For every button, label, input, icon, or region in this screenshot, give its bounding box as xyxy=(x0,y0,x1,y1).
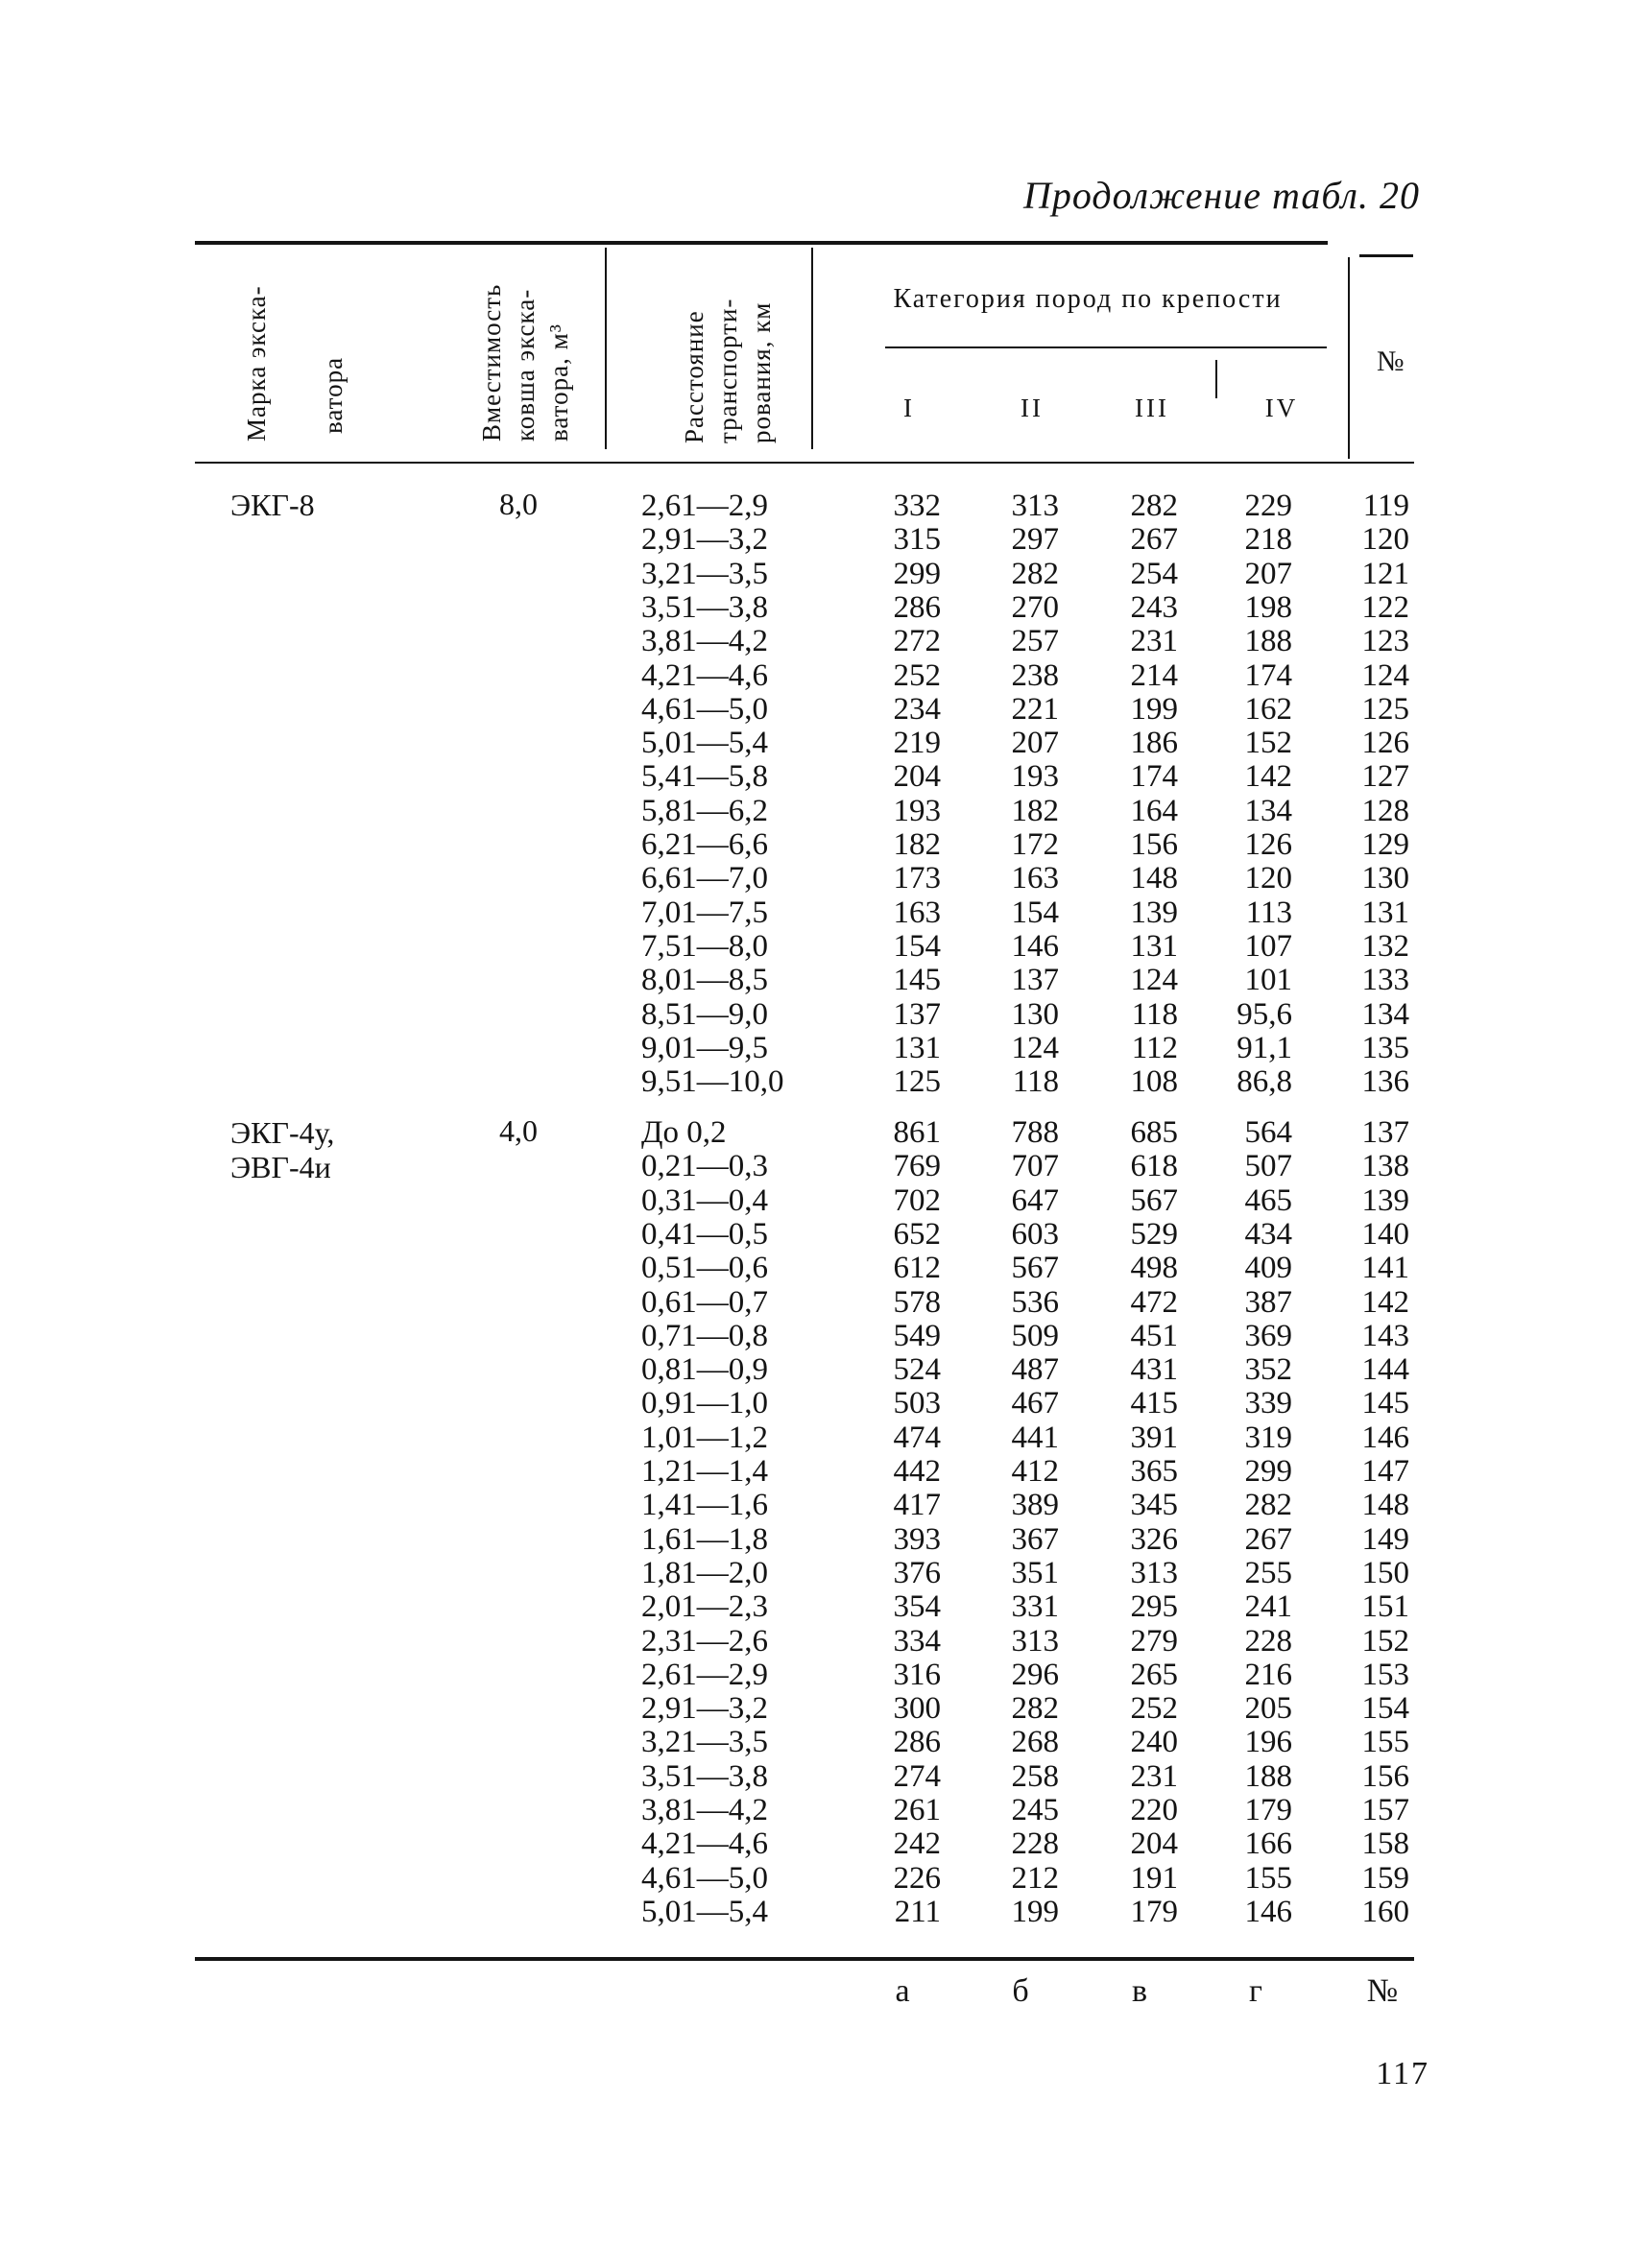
cell-number: 135 xyxy=(1361,1030,1409,1065)
cell-cat-iii: 112 xyxy=(1131,1030,1178,1065)
cell-cat-iii: 179 xyxy=(1130,1894,1178,1929)
cell-cat-i: 252 xyxy=(893,657,941,693)
cell-cat-i: 612 xyxy=(893,1251,941,1286)
cell-number: 160 xyxy=(1361,1894,1409,1929)
cell-cat-iv: 319 xyxy=(1244,1420,1292,1455)
cell-cat-ii: 163 xyxy=(1011,861,1059,896)
cell-cat-i: 332 xyxy=(893,489,941,523)
cell-cat-iv: 166 xyxy=(1244,1826,1292,1862)
cell-cat-i: 286 xyxy=(893,589,941,625)
cell-distance: 3,51—3,8 xyxy=(641,589,768,625)
cell-cat-iii: 451 xyxy=(1130,1318,1178,1353)
cell-cat-iii: 415 xyxy=(1130,1386,1178,1421)
cell-number: 147 xyxy=(1361,1454,1409,1489)
header-bottom-rule xyxy=(195,462,1414,464)
cell-distance: 1,81—2,0 xyxy=(641,1555,768,1590)
cell-cat-iv: 205 xyxy=(1244,1691,1292,1727)
cell-cat-iv: 352 xyxy=(1244,1352,1292,1388)
cell-cat-iii: 118 xyxy=(1131,996,1178,1032)
category-iii: III xyxy=(1135,394,1169,422)
cell-cat-iii: 313 xyxy=(1130,1555,1178,1590)
cell-number: 154 xyxy=(1361,1691,1409,1727)
cell-distance: 7,01—7,5 xyxy=(641,895,768,930)
table-top-rule xyxy=(195,241,1328,245)
cell-cat-ii: 221 xyxy=(1011,691,1059,727)
cell-cat-iv: 229 xyxy=(1244,489,1292,523)
cell-cat-ii: 199 xyxy=(1011,1894,1059,1929)
cell-distance: 0,91—1,0 xyxy=(641,1386,768,1421)
cell-cat-iii: 214 xyxy=(1130,657,1178,693)
cell-cat-i: 442 xyxy=(893,1454,941,1489)
cell-cat-ii: 647 xyxy=(1011,1182,1059,1218)
cell-cat-i: 242 xyxy=(893,1826,941,1862)
cell-number: 123 xyxy=(1361,624,1409,659)
cell-number: 125 xyxy=(1361,691,1409,727)
cell-number: 141 xyxy=(1361,1251,1409,1286)
cell-number: 156 xyxy=(1361,1758,1409,1794)
group-1-brand xyxy=(230,488,315,522)
cell-cat-iv: 162 xyxy=(1244,691,1292,727)
cell-cat-iii: 148 xyxy=(1130,861,1178,896)
cell-cat-i: 524 xyxy=(893,1352,941,1388)
cell-cat-iv: 564 xyxy=(1244,1115,1292,1150)
header-capacity-line-3: ватора, м³ xyxy=(544,323,573,442)
cell-cat-iv: 299 xyxy=(1244,1454,1292,1489)
category-divider-iv xyxy=(1215,360,1217,398)
cell-cat-i: 131 xyxy=(893,1030,941,1065)
cell-cat-iv: 86,8 xyxy=(1237,1064,1292,1100)
cell-distance: 1,21—1,4 xyxy=(641,1454,768,1489)
cell-cat-ii: 118 xyxy=(1012,1064,1059,1100)
cell-distance: 1,41—1,6 xyxy=(641,1488,768,1523)
cell-cat-ii: 130 xyxy=(1011,996,1059,1032)
cell-cat-iv: 101 xyxy=(1244,963,1292,998)
cell-cat-iv: 120 xyxy=(1244,861,1292,896)
cell-cat-iv: 207 xyxy=(1244,556,1292,591)
cell-number: 119 xyxy=(1362,489,1409,523)
cell-distance: 5,81—6,2 xyxy=(641,793,768,828)
cell-number: 133 xyxy=(1361,963,1409,998)
cell-cat-iv: 155 xyxy=(1244,1860,1292,1896)
cell-cat-ii: 212 xyxy=(1011,1860,1059,1896)
cell-number: 137 xyxy=(1361,1115,1409,1150)
cell-cat-i: 274 xyxy=(893,1758,941,1794)
cell-distance: До 0,2 xyxy=(641,1115,727,1150)
group-1-capacity: 8,0 xyxy=(499,487,538,521)
cell-cat-i: 219 xyxy=(893,726,941,761)
cell-cat-iv: 152 xyxy=(1244,726,1292,761)
cell-distance: 8,51—9,0 xyxy=(641,996,768,1032)
cell-cat-iii: 164 xyxy=(1130,793,1178,828)
cell-cat-i: 769 xyxy=(893,1149,941,1184)
cell-cat-iv: 228 xyxy=(1244,1623,1292,1659)
cell-cat-iv: 282 xyxy=(1244,1488,1292,1523)
cell-number: 140 xyxy=(1361,1216,1409,1252)
cell-number: 158 xyxy=(1361,1826,1409,1862)
cell-cat-ii: 788 xyxy=(1011,1115,1059,1150)
cell-cat-ii: 146 xyxy=(1011,928,1059,964)
cell-cat-iv: 198 xyxy=(1244,589,1292,625)
cell-cat-ii: 257 xyxy=(1011,624,1059,659)
category-iv: IV xyxy=(1264,394,1299,422)
cell-distance: 4,21—4,6 xyxy=(641,657,768,693)
cell-number: 153 xyxy=(1361,1657,1409,1692)
cell-cat-i: 393 xyxy=(893,1521,941,1557)
cell-distance: 5,01—5,4 xyxy=(641,1894,768,1929)
cell-number: 145 xyxy=(1361,1386,1409,1421)
cell-distance: 0,21—0,3 xyxy=(641,1149,768,1184)
cell-cat-iii: 124 xyxy=(1130,963,1178,998)
cell-cat-iv: 216 xyxy=(1244,1657,1292,1692)
cell-cat-iv: 507 xyxy=(1244,1149,1292,1184)
table-top-rule-right xyxy=(1359,254,1413,257)
cell-cat-i: 300 xyxy=(893,1691,941,1727)
cell-cat-ii: 296 xyxy=(1011,1657,1059,1692)
cell-cat-ii: 193 xyxy=(1011,759,1059,795)
cell-cat-i: 376 xyxy=(893,1555,941,1590)
cell-distance: 1,01—1,2 xyxy=(641,1420,768,1455)
cell-cat-i: 652 xyxy=(893,1216,941,1252)
cell-number: 122 xyxy=(1361,589,1409,625)
header-distance-line-3: рования, км xyxy=(747,301,776,443)
cell-cat-iv: 465 xyxy=(1244,1182,1292,1218)
cell-cat-i: 578 xyxy=(893,1284,941,1320)
cell-cat-iii: 220 xyxy=(1130,1793,1178,1827)
cell-cat-ii: 228 xyxy=(1011,1826,1059,1862)
cell-cat-ii: 137 xyxy=(1011,963,1059,998)
cell-cat-iii: 131 xyxy=(1130,928,1178,964)
cell-cat-ii: 412 xyxy=(1011,1454,1059,1489)
cell-cat-iii: 295 xyxy=(1130,1589,1178,1625)
cell-cat-iii: 326 xyxy=(1130,1521,1178,1557)
cell-number: 146 xyxy=(1361,1420,1409,1455)
cell-cat-iii: 204 xyxy=(1130,1826,1178,1862)
cell-cat-iii: 108 xyxy=(1130,1064,1178,1100)
cell-cat-iv: 241 xyxy=(1244,1589,1292,1625)
cell-cat-i: 861 xyxy=(893,1115,941,1150)
cell-cat-iii: 199 xyxy=(1130,691,1178,727)
cell-cat-iv: 434 xyxy=(1244,1216,1292,1252)
cell-cat-ii: 536 xyxy=(1011,1284,1059,1320)
cell-cat-ii: 268 xyxy=(1011,1725,1059,1760)
cell-cat-ii: 154 xyxy=(1011,895,1059,930)
cell-cat-iii: 472 xyxy=(1130,1284,1178,1320)
cell-cat-ii: 238 xyxy=(1011,657,1059,693)
header-capacity-line-1: Вместимость xyxy=(477,283,506,442)
cell-cat-iii: 529 xyxy=(1130,1216,1178,1252)
cell-cat-iii: 252 xyxy=(1130,1691,1178,1727)
cell-distance: 0,61—0,7 xyxy=(641,1284,768,1320)
cell-distance: 3,81—4,2 xyxy=(641,1793,768,1827)
cell-cat-ii: 567 xyxy=(1011,1251,1059,1286)
cell-distance: 3,21—3,5 xyxy=(641,556,768,591)
group-2-brand-line-1: ЭКГ-4у, xyxy=(230,1115,335,1150)
cell-cat-iv: 134 xyxy=(1244,793,1292,828)
cell-distance: 0,41—0,5 xyxy=(641,1216,768,1252)
cell-distance: 5,41—5,8 xyxy=(641,759,768,795)
cell-cat-i: 474 xyxy=(893,1420,941,1455)
cell-cat-iii: 156 xyxy=(1130,827,1178,862)
cell-distance: 4,21—4,6 xyxy=(641,1826,768,1862)
cell-cat-iv: 126 xyxy=(1244,827,1292,862)
cell-cat-ii: 509 xyxy=(1011,1318,1059,1353)
cell-distance: 2,31—2,6 xyxy=(641,1623,768,1659)
cell-distance: 3,81—4,2 xyxy=(641,624,768,659)
cell-cat-i: 204 xyxy=(893,759,941,795)
cell-cat-ii: 389 xyxy=(1011,1488,1059,1523)
cell-cat-iii: 267 xyxy=(1130,522,1178,558)
cell-cat-ii: 467 xyxy=(1011,1386,1059,1421)
header-distance-line-1: Расстояние xyxy=(680,310,708,443)
cell-cat-ii: 313 xyxy=(1011,489,1059,523)
cell-number: 126 xyxy=(1361,726,1409,761)
cell-distance: 0,81—0,9 xyxy=(641,1352,768,1388)
cell-number: 152 xyxy=(1361,1623,1409,1659)
cell-cat-i: 316 xyxy=(893,1657,941,1692)
cell-cat-iii: 618 xyxy=(1130,1149,1178,1184)
cell-cat-iv: 387 xyxy=(1244,1284,1292,1320)
category-title: Категория пород по крепости xyxy=(893,284,1283,314)
cell-cat-ii: 207 xyxy=(1011,726,1059,761)
header-capacity-line-2: ковша экска- xyxy=(511,288,540,442)
header-brand-line-1: Марка экска- xyxy=(242,285,271,442)
cell-number: 134 xyxy=(1361,996,1409,1032)
cell-number: 151 xyxy=(1361,1589,1409,1625)
cell-distance: 1,61—1,8 xyxy=(641,1521,768,1557)
cell-cat-i: 145 xyxy=(893,963,941,998)
cell-cat-iii: 345 xyxy=(1130,1488,1178,1523)
cell-cat-iii: 567 xyxy=(1130,1182,1178,1218)
cell-cat-ii: 441 xyxy=(1011,1420,1059,1455)
cell-cat-i: 503 xyxy=(893,1386,941,1421)
cell-cat-i: 272 xyxy=(893,624,941,659)
cell-number: 142 xyxy=(1361,1284,1409,1320)
cell-cat-iii: 279 xyxy=(1130,1623,1178,1659)
cell-cat-i: 299 xyxy=(893,556,941,591)
cell-cat-i: 417 xyxy=(893,1488,941,1523)
group-1-brand-line: ЭКГ-8 xyxy=(230,488,315,522)
cell-cat-ii: 258 xyxy=(1011,1758,1059,1794)
cell-cat-iv: 91,1 xyxy=(1237,1030,1292,1065)
cell-cat-i: 234 xyxy=(893,691,941,727)
cell-number: 150 xyxy=(1361,1555,1409,1590)
cell-number: 149 xyxy=(1361,1521,1409,1557)
cell-cat-iv: 267 xyxy=(1244,1521,1292,1557)
cell-distance: 2,61—2,9 xyxy=(641,1657,768,1692)
cell-cat-i: 182 xyxy=(893,827,941,862)
group-2-brand xyxy=(230,1115,334,1184)
cell-number: 139 xyxy=(1361,1182,1409,1218)
cell-distance: 0,31—0,4 xyxy=(641,1182,768,1218)
cell-number: 159 xyxy=(1361,1860,1409,1896)
header-divider-1 xyxy=(605,248,607,449)
cell-number: 143 xyxy=(1361,1318,1409,1353)
footer-label-no: № xyxy=(1366,1973,1399,2009)
cell-cat-iii: 174 xyxy=(1130,759,1178,795)
header-divider-2 xyxy=(811,248,813,449)
cell-number: 138 xyxy=(1361,1149,1409,1184)
cell-cat-iii: 685 xyxy=(1130,1115,1178,1150)
cell-cat-iii: 186 xyxy=(1130,726,1178,761)
cell-distance: 2,01—2,3 xyxy=(641,1589,768,1625)
category-divider xyxy=(885,346,1327,348)
footer-label-v: в xyxy=(1131,1973,1148,2009)
cell-cat-i: 226 xyxy=(893,1860,941,1896)
cell-distance: 5,01—5,4 xyxy=(641,726,768,761)
cell-cat-ii: 124 xyxy=(1011,1030,1059,1065)
cell-cat-ii: 707 xyxy=(1011,1149,1059,1184)
cell-number: 148 xyxy=(1361,1488,1409,1523)
cell-distance: 0,51—0,6 xyxy=(641,1251,768,1286)
cell-distance: 3,51—3,8 xyxy=(641,1758,768,1794)
cell-cat-i: 137 xyxy=(893,996,941,1032)
cell-cat-i: 173 xyxy=(893,861,941,896)
cell-cat-iv: 179 xyxy=(1244,1793,1292,1827)
cell-cat-i: 125 xyxy=(893,1064,941,1100)
table-bottom-rule xyxy=(195,1957,1414,1961)
cell-distance: 2,91—3,2 xyxy=(641,522,768,558)
cell-cat-ii: 270 xyxy=(1011,589,1059,625)
cell-cat-iv: 142 xyxy=(1244,759,1292,795)
cell-cat-ii: 245 xyxy=(1011,1793,1059,1827)
cell-cat-ii: 282 xyxy=(1011,556,1059,591)
cell-cat-iii: 191 xyxy=(1130,1860,1178,1896)
cell-cat-iv: 369 xyxy=(1244,1318,1292,1353)
cell-cat-iv: 218 xyxy=(1244,522,1292,558)
cell-number: 127 xyxy=(1361,759,1409,795)
cell-cat-iii: 365 xyxy=(1130,1454,1178,1489)
cell-distance: 4,61—5,0 xyxy=(641,691,768,727)
cell-cat-i: 154 xyxy=(893,928,941,964)
cell-distance: 9,51—10,0 xyxy=(641,1064,784,1100)
cell-distance: 7,51—8,0 xyxy=(641,928,768,964)
cell-number: 124 xyxy=(1361,657,1409,693)
cell-number: 129 xyxy=(1361,827,1409,862)
cell-cat-iii: 231 xyxy=(1130,1758,1178,1794)
cell-cat-iv: 174 xyxy=(1244,657,1292,693)
cell-distance: 0,71—0,8 xyxy=(641,1318,768,1353)
cell-cat-ii: 603 xyxy=(1011,1216,1059,1252)
cell-cat-iv: 95,6 xyxy=(1237,996,1292,1032)
cell-cat-i: 163 xyxy=(893,895,941,930)
cell-cat-iii: 498 xyxy=(1130,1251,1178,1286)
cell-distance: 9,01—9,5 xyxy=(641,1030,768,1065)
footer-label-a: а xyxy=(895,1973,910,2009)
header-number: № xyxy=(1377,346,1405,377)
cell-number: 131 xyxy=(1361,895,1409,930)
cell-cat-iii: 391 xyxy=(1130,1420,1178,1455)
cell-number: 136 xyxy=(1361,1064,1409,1100)
header-distance-line-2: транспорти- xyxy=(713,298,742,443)
cell-cat-i: 702 xyxy=(893,1182,941,1218)
footer-label-b: б xyxy=(1012,1973,1029,2009)
cell-cat-ii: 297 xyxy=(1011,522,1059,558)
cell-cat-i: 261 xyxy=(893,1793,941,1827)
cell-number: 130 xyxy=(1361,861,1409,896)
cell-cat-iv: 146 xyxy=(1244,1894,1292,1929)
cell-cat-i: 354 xyxy=(893,1589,941,1625)
cell-distance: 8,01—8,5 xyxy=(641,963,768,998)
cell-cat-i: 286 xyxy=(893,1725,941,1760)
cell-cat-iv: 188 xyxy=(1244,624,1292,659)
cell-cat-ii: 282 xyxy=(1011,1691,1059,1727)
cell-distance: 2,61—2,9 xyxy=(641,489,768,523)
cell-number: 144 xyxy=(1361,1352,1409,1388)
cell-number: 120 xyxy=(1361,522,1409,558)
cell-cat-ii: 172 xyxy=(1011,827,1059,862)
cell-cat-iii: 139 xyxy=(1130,895,1178,930)
cell-cat-iv: 113 xyxy=(1245,895,1292,930)
cell-number: 157 xyxy=(1361,1793,1409,1827)
cell-cat-ii: 367 xyxy=(1011,1521,1059,1557)
cell-cat-ii: 313 xyxy=(1011,1623,1059,1659)
cell-cat-i: 193 xyxy=(893,793,941,828)
cell-cat-iii: 243 xyxy=(1130,589,1178,625)
cell-cat-iv: 107 xyxy=(1244,928,1292,964)
cell-cat-ii: 351 xyxy=(1011,1555,1059,1590)
cell-cat-iii: 231 xyxy=(1130,624,1178,659)
cell-number: 132 xyxy=(1361,928,1409,964)
cell-distance: 3,21—3,5 xyxy=(641,1725,768,1760)
cell-cat-ii: 331 xyxy=(1011,1589,1059,1625)
cell-cat-iv: 339 xyxy=(1244,1386,1292,1421)
page-number: 117 xyxy=(1376,2056,1429,2091)
cell-cat-iii: 282 xyxy=(1130,489,1178,523)
cell-cat-ii: 182 xyxy=(1011,793,1059,828)
cell-cat-iii: 254 xyxy=(1130,556,1178,591)
cell-cat-iv: 409 xyxy=(1244,1251,1292,1286)
cell-cat-ii: 487 xyxy=(1011,1352,1059,1388)
cell-distance: 6,61—7,0 xyxy=(641,861,768,896)
cell-distance: 6,21—6,6 xyxy=(641,827,768,862)
group-2-capacity: 4,0 xyxy=(499,1113,538,1148)
cell-cat-iii: 431 xyxy=(1130,1352,1178,1388)
cell-cat-i: 334 xyxy=(893,1623,941,1659)
cell-cat-iv: 188 xyxy=(1244,1758,1292,1794)
cell-cat-i: 315 xyxy=(893,522,941,558)
cell-cat-i: 211 xyxy=(894,1894,941,1929)
cell-distance: 4,61—5,0 xyxy=(641,1860,768,1896)
cell-cat-iii: 240 xyxy=(1130,1725,1178,1760)
header-brand-line-2: ватора xyxy=(319,356,348,434)
cell-number: 121 xyxy=(1361,556,1409,591)
category-i: I xyxy=(903,394,915,422)
cell-cat-iii: 265 xyxy=(1130,1657,1178,1692)
header-divider-3 xyxy=(1348,257,1350,459)
footer-label-g: г xyxy=(1249,1973,1262,2009)
cell-cat-iv: 196 xyxy=(1244,1725,1292,1760)
group-2-brand-line-2: ЭВГ-4и xyxy=(230,1150,331,1184)
cell-cat-i: 549 xyxy=(893,1318,941,1353)
category-ii: II xyxy=(1021,394,1044,422)
table-caption: Продолжение табл. 20 xyxy=(1022,174,1420,217)
cell-number: 155 xyxy=(1361,1725,1409,1760)
cell-number: 128 xyxy=(1361,793,1409,828)
cell-distance: 2,91—3,2 xyxy=(641,1691,768,1727)
cell-cat-iv: 255 xyxy=(1244,1555,1292,1590)
